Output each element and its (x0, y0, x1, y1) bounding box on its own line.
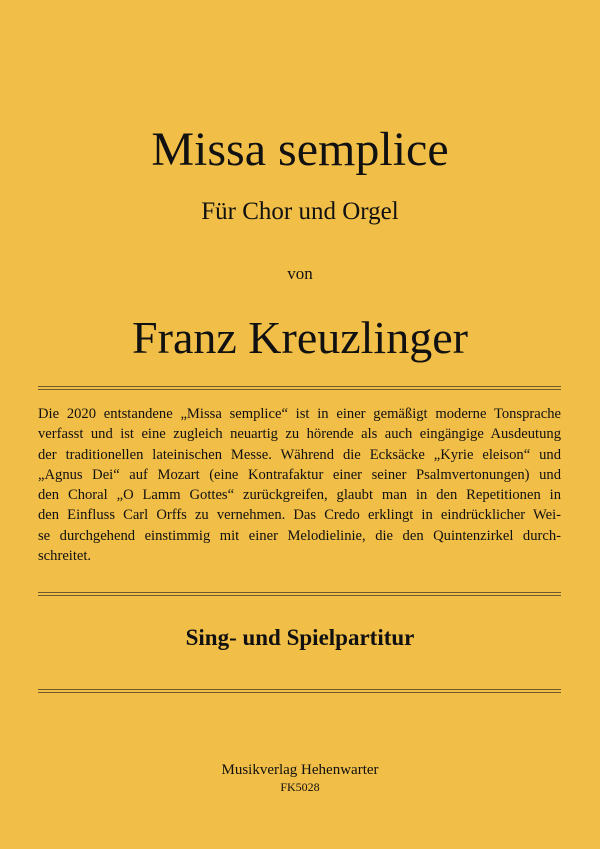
description-line: se durchgehend einstimmig mit einer Melodielinie, die den Quintenzirkel durch- (38, 527, 561, 544)
description-line: der traditionellen lateinischen Messe. Während die Ecksäcke „Kyrie eleison“ und (38, 446, 561, 463)
edition-type: Sing- und Spielpartitur (185, 625, 415, 650)
description-line: schreitet. (38, 548, 92, 565)
work-subtitle: Für Chor und Orgel (201, 198, 399, 225)
publisher-name: Musikverlag Hehenwarter (221, 762, 379, 778)
work-title: Missa semplice (151, 123, 449, 176)
description-line: „Agnus Dei“ auf Mozart (eine Kontrafaktur einer seiner Psalmvertonungen) und (38, 466, 561, 483)
composer-name: Franz Kreuzlinger (132, 312, 468, 363)
by-label: von (287, 264, 313, 283)
work-description (38, 404, 561, 566)
description-line: den Einfluss Carl Orffs zu vernehmen. Das Credo erklingt in eindrücklicher Wei- (38, 507, 561, 524)
catalog-number: FK5028 (280, 780, 320, 794)
description-line: verfasst und ist eine zugleich neuartig zu hörende als auch eingängige Ausdeutung (38, 426, 561, 443)
description-line: den Choral „O Lamm Gottes“ zurückgreifen, glaubt man in den Repetitionen in (38, 487, 561, 504)
description-line: Die 2020 entstandene „Missa semplice“ ist in einer gemäßigt moderne Tonsprache (38, 406, 561, 422)
divider-bottom (38, 689, 561, 693)
divider-middle (38, 592, 561, 596)
divider-top (38, 386, 561, 390)
